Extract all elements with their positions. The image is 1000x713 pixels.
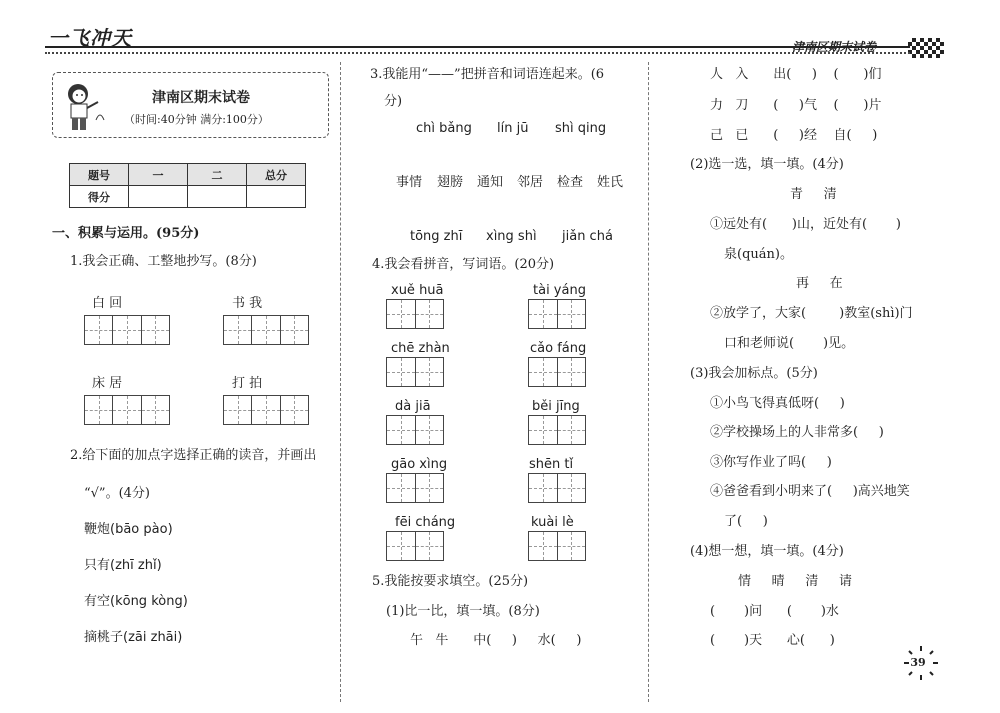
score-table xyxy=(69,163,306,208)
q2-word: 只有 xyxy=(84,558,111,573)
q5-sub1-row[interactable]: 人 入 出( ) ( )们 xyxy=(710,67,882,82)
q4-pinyin: cǎo fáng xyxy=(530,341,587,356)
column-divider-1 xyxy=(340,62,341,702)
q5-sub3-item[interactable]: ②学校操场上的人非常多( ) xyxy=(710,425,884,440)
q4-pinyin: tài yáng xyxy=(533,283,586,298)
q1-word: 书 我 xyxy=(232,296,263,311)
writing-grid[interactable] xyxy=(528,415,586,445)
q2-title-cont: “√”。(4分) xyxy=(84,486,150,501)
q4-pinyin: kuài lè xyxy=(531,515,574,530)
q3-title-cont: 分) xyxy=(384,94,403,109)
q5-sub3-item[interactable]: ①小鸟飞得真低呀( ) xyxy=(710,396,845,411)
q5-title: 5.我能按要求填空。(25分) xyxy=(372,574,529,589)
q1-word: 床 居 xyxy=(92,376,123,391)
q1-word: 打 拍 xyxy=(232,376,263,391)
q5-sub2-line: 泉(quán)。 xyxy=(724,247,793,262)
score-cell[interactable] xyxy=(247,186,306,208)
q5-sub2-line[interactable]: 口和老师说( )见。 xyxy=(724,336,855,351)
score-header-cell: 总分 xyxy=(247,164,306,186)
q2-options[interactable]: (zhī zhǐ) xyxy=(110,558,162,573)
q1-title: 1.我会正确、工整地抄写。(8分) xyxy=(70,254,257,269)
q4-pinyin: běi jīng xyxy=(532,399,580,414)
score-header-cell: 二 xyxy=(188,164,247,186)
header-rule xyxy=(45,46,910,48)
q3-word[interactable]: 通知 xyxy=(477,175,504,190)
q5-sub1-row[interactable]: 己 已 ( )经 自( ) xyxy=(710,128,878,143)
q2-item xyxy=(84,594,188,610)
writing-grid[interactable] xyxy=(386,299,444,329)
q5-sub1-title: (1)比一比，填一填。(8分) xyxy=(386,604,540,619)
q4-pinyin: shēn tǐ xyxy=(529,457,574,472)
q4-title: 4.我会看拼音，写词语。(20分) xyxy=(372,257,555,272)
q5-sub2-pair: 青 清 xyxy=(790,187,837,202)
q5-sub3-title: (3)我会加标点。(5分) xyxy=(690,366,818,381)
q3-pinyin[interactable]: xìng shì xyxy=(486,229,537,244)
score-cell[interactable] xyxy=(129,186,188,208)
score-header-cell: 一 xyxy=(129,164,188,186)
q2-options[interactable]: (bāo pào) xyxy=(110,522,173,537)
q5-sub2-line[interactable]: ①远处有( )山，近处有( ) xyxy=(710,217,902,232)
q5-sub1-row[interactable]: 力 刀 ( )气 ( )片 xyxy=(710,98,882,113)
writing-grid[interactable] xyxy=(223,395,309,425)
kid-illustration-icon xyxy=(62,80,106,132)
writing-grid[interactable] xyxy=(84,315,170,345)
writing-grid[interactable] xyxy=(528,473,586,503)
column-divider-2 xyxy=(648,62,649,702)
writing-grid[interactable] xyxy=(528,531,586,561)
q5-sub2-title: (2)选一选，填一填。(4分) xyxy=(690,157,844,172)
score-cell[interactable] xyxy=(188,186,247,208)
q4-pinyin: dà jiā xyxy=(395,399,431,414)
q3-pinyin[interactable]: chì bǎng xyxy=(416,121,472,136)
q3-word[interactable]: 邻居 xyxy=(517,175,544,190)
q4-pinyin: xuě huā xyxy=(391,283,444,298)
q3-word[interactable]: 姓氏 xyxy=(597,175,624,190)
q5-sub3-item[interactable]: ③你写作业了吗( ) xyxy=(710,455,832,470)
writing-grid[interactable] xyxy=(528,357,586,387)
writing-grid[interactable] xyxy=(386,531,444,561)
q3-pinyin[interactable]: shì qing xyxy=(555,121,607,136)
q5-sub2-pair: 再 在 xyxy=(796,276,843,291)
q3-title: 3.我能用“——”把拼音和词语连起来。(6 xyxy=(370,67,605,82)
q3-word[interactable]: 事情 xyxy=(396,175,423,190)
checker-decoration xyxy=(908,38,944,58)
q5-sub4-words: 情 晴 清 请 xyxy=(738,574,852,589)
q3-pinyin[interactable]: jiǎn chá xyxy=(562,229,613,244)
page-number: 39 xyxy=(910,656,926,669)
q2-item xyxy=(84,630,182,646)
writing-grid[interactable] xyxy=(528,299,586,329)
q2-options[interactable]: (zāi zhāi) xyxy=(123,630,183,645)
header-dotted-rule xyxy=(45,52,910,54)
q3-pinyin[interactable]: tōng zhī xyxy=(410,229,463,244)
q3-word[interactable]: 检查 xyxy=(557,175,584,190)
q3-pinyin[interactable]: lín jū xyxy=(497,121,529,136)
q4-pinyin: fēi cháng xyxy=(395,515,456,530)
writing-grid[interactable] xyxy=(223,315,309,345)
q5-sub3-item[interactable]: 了( ) xyxy=(724,514,768,529)
q2-title: 2.给下面的加点字选择正确的读音，并画出 xyxy=(70,448,317,463)
q2-word: 有空 xyxy=(84,594,111,609)
q1-word: 白 回 xyxy=(92,296,123,311)
q2-item xyxy=(84,558,162,574)
exam-title: 津南区期末试卷 xyxy=(152,90,250,106)
writing-grid[interactable] xyxy=(386,415,444,445)
q3-word[interactable]: 翅膀 xyxy=(437,175,464,190)
q2-word: 鞭炮 xyxy=(84,522,111,537)
q5-sub1-row[interactable]: 午 牛 中( ) 水( ) xyxy=(410,633,582,648)
q5-sub4-row[interactable]: ( )天 心( ) xyxy=(710,633,835,648)
q2-options[interactable]: (kōng kòng) xyxy=(110,594,188,609)
q4-pinyin: chē zhàn xyxy=(391,341,450,356)
q5-sub3-item[interactable]: ④爸爸看到小明来了( )高兴地笑 xyxy=(710,484,910,499)
q5-sub2-line[interactable]: ②放学了，大家( )教室(shì)门 xyxy=(710,306,913,321)
q5-sub4-row[interactable]: ( )问 ( )水 xyxy=(710,604,839,619)
writing-grid[interactable] xyxy=(84,395,170,425)
q2-item xyxy=(84,522,173,538)
score-header-cell: 题号 xyxy=(70,164,129,186)
section1-title: 一、积累与运用。(95分) xyxy=(52,226,200,241)
writing-grid[interactable] xyxy=(386,473,444,503)
writing-grid[interactable] xyxy=(386,357,444,387)
q5-sub4-title: (4)想一想，填一填。(4分) xyxy=(690,544,844,559)
exam-subtitle: （时间:40分钟 满分:100分） xyxy=(124,113,269,126)
header-right-title: 津南区期末试卷 xyxy=(792,40,877,54)
q2-word: 摘桃子 xyxy=(84,630,124,645)
score-row-label: 得分 xyxy=(70,186,129,208)
q4-pinyin: gāo xìng xyxy=(391,457,448,472)
brand-logo: 一飞冲天 xyxy=(48,26,132,50)
